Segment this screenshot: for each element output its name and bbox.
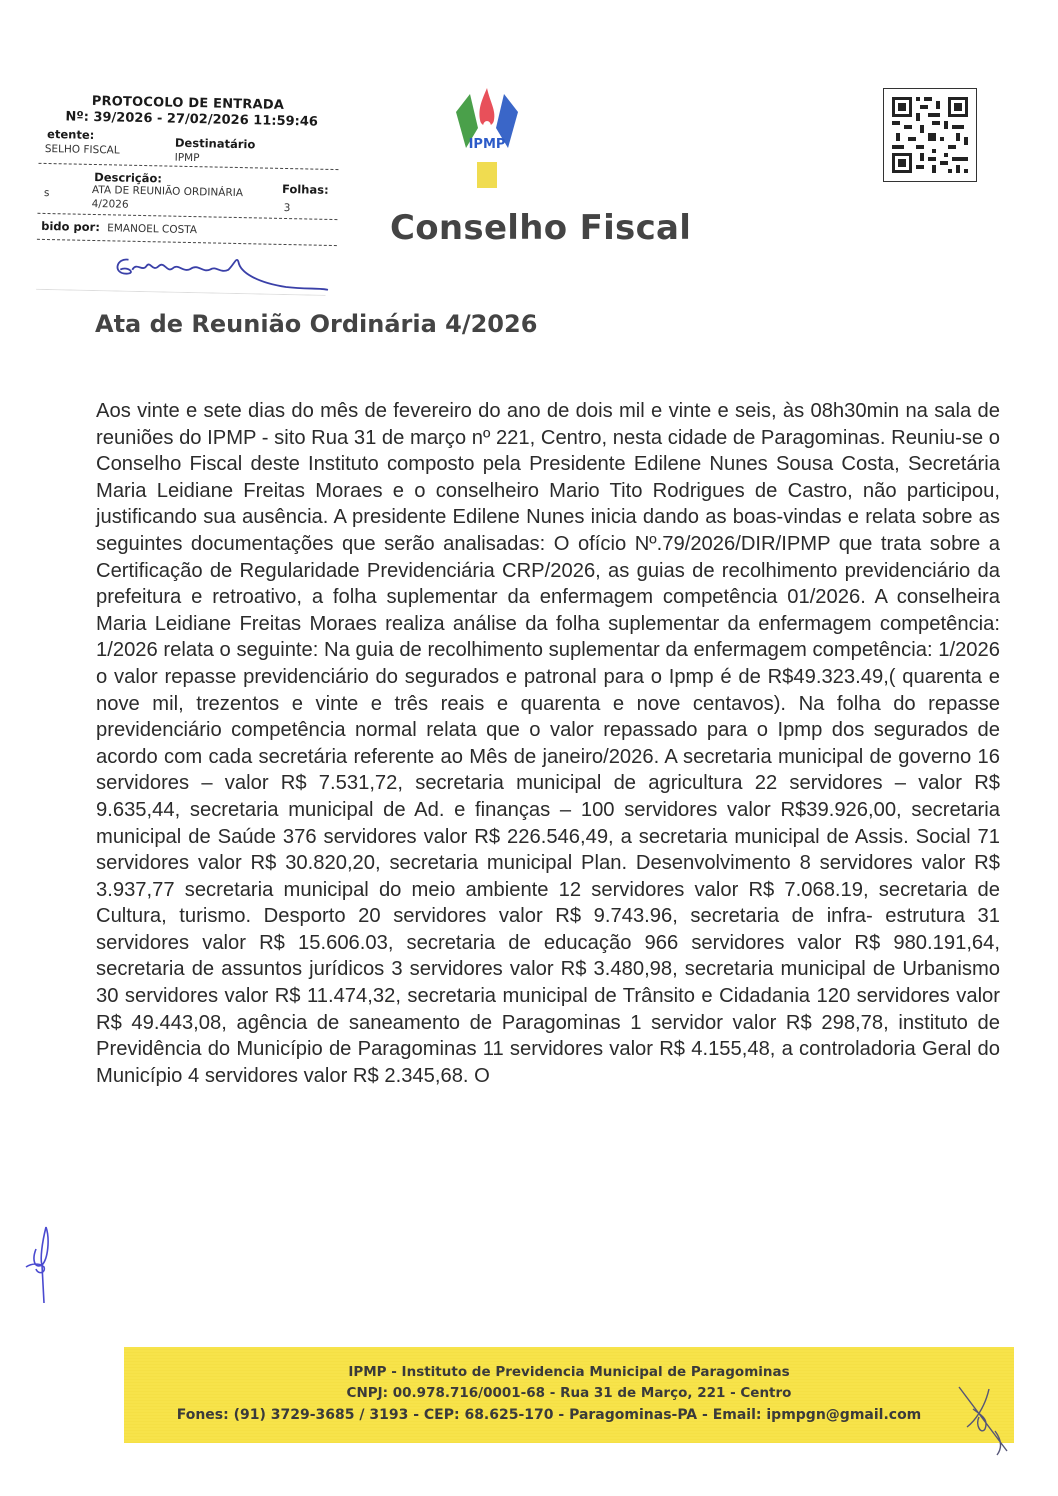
stamp-recebido-value: EMANOEL COSTA — [107, 222, 198, 237]
document-subtitle: Ata de Reunião Ordinária 4/2026 — [95, 310, 538, 338]
footer-initials-icon — [955, 1385, 1015, 1465]
stamp-title: PROTOCOLO DE ENTRADA — [91, 93, 285, 113]
ipmp-logo-icon — [452, 86, 522, 196]
qr-code-icon — [883, 88, 977, 182]
svg-text:IPMP: IPMP — [468, 137, 506, 152]
stamp-left-fragment: s — [43, 186, 50, 200]
stamp-descricao-value-2: 4/2026 — [91, 197, 129, 211]
letterhead-footer — [124, 1347, 1014, 1443]
stamp-number: Nº: 39/2026 - 27/02/2026 11:59:46 — [65, 109, 319, 130]
stamp-descricao-label: Descrição: — [94, 169, 163, 186]
minutes-body-paragraph: Aos vinte e sete dias do mês de fevereiro do ano de dois mil e vinte e seis, às 08h30min na sala de reuniões do IPMP - sito Rua 31 de março nº 221, Centro, nesta cidade de Paragominas. Reuniu-se o Conselho Fiscal deste Instituto composto pela Presidente Edilene Nunes Sousa Costa, Secretária Maria Leidiane Freitas Moraes e o conselheiro Mario Tito Rodrigues de Castro, não participou, justificando sua ausência. A presidente Edilene Nunes inicia dando as boas-vindas e relata sobre as seguintes documentações que serão analisadas: O ofício Nº.79/2026/DIR/IPMP que trata sobre a Certificação de Regularidade Previdenciária CRP/2026, as guias de recolhimento previdenciário da prefeitura e retroativo, a folha suplementar da enfermagem competência 01/2026. A conselheira Maria Leidiane Freitas Moraes realiza análise da folha suplementar da enfermagem competência: 1/2026 relata o seguinte: Na guia de recolhimento suplementar da enfermagem competência: 1/2026 o valor repasse previdenciário do segurados e patronal para o Ipmp é de R$49.323.49,( quarenta e nove mil, trezentos e vinte e três reais e quarenta e nove centavos). Na folha do repasse previdenciário competência normal relata que o valor repassado para o Ipmp dos segurados de acordo com cada secretária referente ao Mês de janeiro/2026. A secretaria municipal de governo 16 servidores – valor R$ 7.531,72, secretaria municipal de agricultura 22 servidores – valor R$ 9.635,44, secretaria municipal de Ad. e finanças – 100 servidores valor R$39.926,00, secretaria municipal de Saúde 376 servidores valor R$ 226.546,49, a secretaria municipal de Assis. Social 71 servidores valor R$ 30.820,20, secretaria municipal Plan. Desenvolvimento 8 servidores valor R$ 3.937,77 secretaria municipal do meio ambiente 12 servidores valor R$ 7.068.19, secretaria de Cultura, turismo. Desporto 20 servidores valor R$ 9.743.96, secretaria de infra- estrutura 31 servidores valor R$ 15.606.03, secretaria de educação 966 servidores valor R$ 980.191,64, secretaria de assuntos jurídicos 3 servidores valor R$ 3.480,98, secretaria municipal de Urbanismo 30 servidores valor R$ 11.474,32, secretaria municipal de Trânsito e Cidadania 120 servidores valor R$ 49.443,08, agência de saneamento de Paragominas 1 servidor valor R$ 298,78, instituto de Previdência do Município de Paragominas 11 servidores valor R$ 4.155,48, a controladoria Geral do Município 4 servidores valor R$ 2.345,68. O — [96, 400, 1000, 1087]
stamp-divider — [37, 239, 337, 246]
protocol-stamp — [0, 92, 345, 299]
footer-contact: Fones: (91) 3729-3685 / 3193 - CEP: 68.625-170 - Paragominas-PA - Email: ipmpgn@gmail.com — [176, 1407, 922, 1423]
stamp-folhas-label: Folhas: — [281, 181, 329, 197]
margin-initials-icon — [20, 1225, 60, 1305]
stamp-remetente-label: etente: — [46, 126, 95, 142]
stamp-recebido-label: bido por: — [41, 218, 101, 235]
footer-institution-name: IPMP - Instituto de Previdencia Municipal de Paragominas — [348, 1364, 790, 1380]
stamp-signature-icon — [106, 249, 337, 296]
stamp-descricao-value-1: ATA DE REUNIÃO ORDINÁRIA — [91, 183, 244, 200]
stamp-destinatario-value: IPMP — [174, 151, 200, 165]
stamp-destinatario-label: Destinatário — [174, 135, 256, 152]
footer-cnpj-address: CNPJ: 00.978.716/0001-68 - Rua 31 de Março, 221 - Centro — [346, 1385, 792, 1401]
stamp-remetente-value: SELHO FISCAL — [44, 142, 120, 157]
page-title: Conselho Fiscal — [390, 208, 692, 248]
stamp-folhas-value: 3 — [283, 201, 291, 215]
